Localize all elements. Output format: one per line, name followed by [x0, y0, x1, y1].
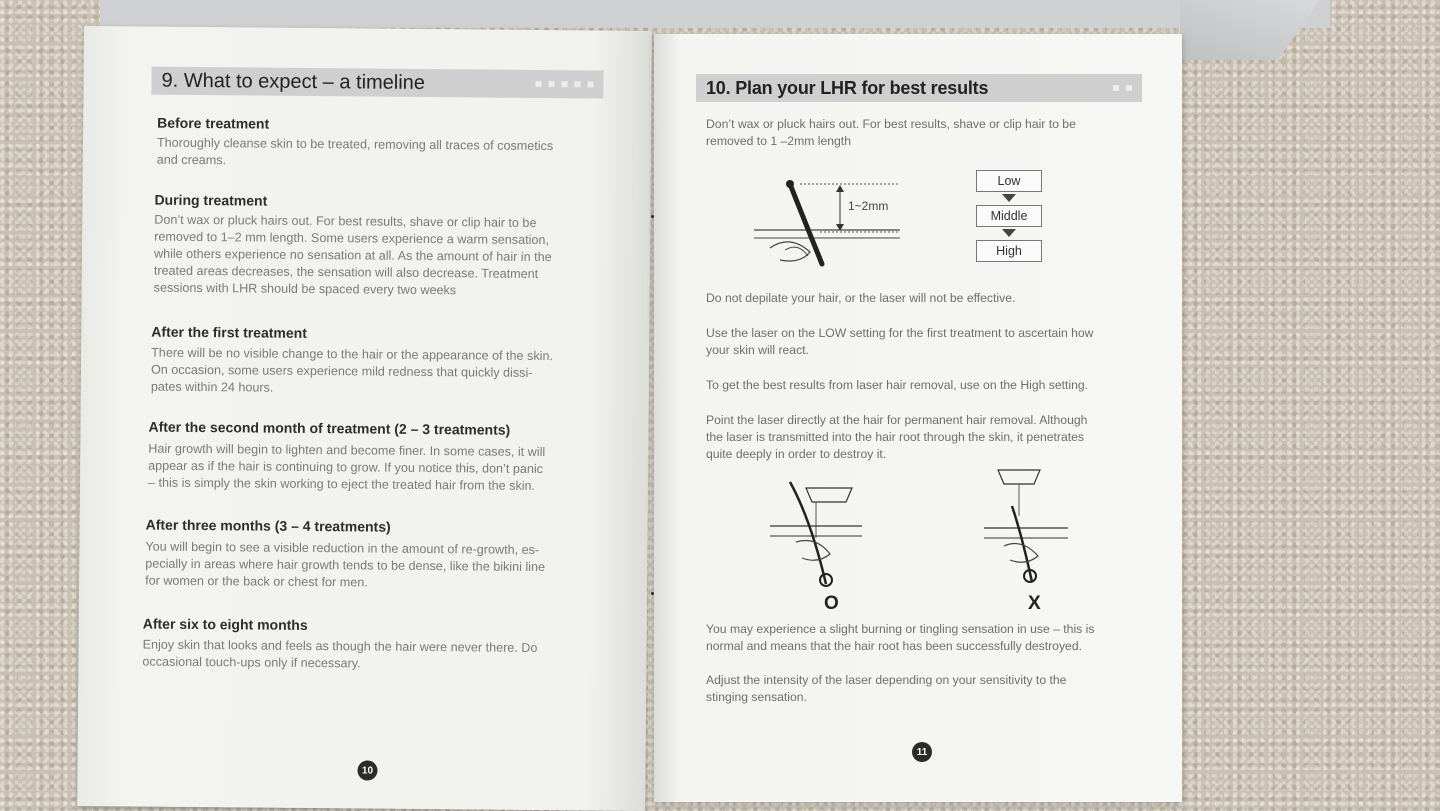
entry-text-first: There will be no visible change to the hair or the appearance of the skin. On occasion, some users experience mild redness that quickly dissi- pates within 24 hours.	[150, 345, 554, 395]
paragraph-tingling: You may experience a slight burning or tingling sensation in use – this is normal and means that the hair root has been successfully destroyed.	[706, 622, 1095, 653]
entry-heading-three-months: After three months (3 – 4 treatments)	[145, 516, 391, 535]
arrow-down-icon	[1002, 194, 1016, 202]
level-middle: Middle	[976, 205, 1042, 227]
hair-length-diagram	[750, 172, 910, 272]
entry-text-during: Don’t wax or pluck hairs out. For best results, shave or clip hair to be removed to 1–2 mm length. Some users experience a warm sensation, while others experience no sensation at all. As the amount of hair in the treated areas decreases, the sensation will also decrease. Treatment sessions with LHR should be spaced every two weeks	[153, 212, 552, 298]
left-page	[77, 26, 652, 811]
arrow-down-icon	[1002, 229, 1016, 237]
entry-text-three-months: You will begin to see a visible reduction in the amount of re-growth, es- pecially in areas where hair growth tends to be dense, like the bikini line for women or the back or chest for men.	[145, 539, 546, 590]
entry-text-second-month: Hair growth will begin to lighten and become finer. In some cases, it will appear as if the hair is continuing to grow. If you notice this, don’t panic – this is simply the skin working to eject the treated hair from the skin.	[147, 441, 546, 493]
right-section-title: 10. Plan your LHR for best results	[706, 77, 989, 98]
intro-text: Don’t wax or pluck hairs out. For best results, shave or clip hair to be removed to 1 –2mm length	[706, 117, 1076, 148]
wrong-mark: X	[1028, 593, 1041, 614]
paragraph-intensity: Adjust the intensity of the laser depending on your sensitivity to the stinging sensation.	[706, 673, 1067, 704]
hair-length-label: 1~2mm	[848, 199, 889, 213]
header-dots	[1113, 85, 1132, 91]
paragraph-point-laser: Point the laser directly at the hair for permanent hair removal. Although the laser is transmitted into the hair root through the skin, it penetrates quite deeply in order to destroy it.	[706, 413, 1088, 461]
paragraph-low-setting: Use the laser on the LOW setting for the first treatment to ascertain how your skin will react.	[706, 326, 1094, 357]
entry-heading-first: After the first treatment	[151, 323, 307, 341]
right-page	[654, 34, 1182, 802]
level-high: High	[976, 240, 1042, 262]
entry-heading-second-month: After the second month of treatment (2 – 3 treatments)	[148, 418, 511, 438]
entry-text-six-months: Enjoy skin that looks and feels as though the hair were never there. Do occasional touch-ups only if necessary.	[142, 637, 538, 671]
level-low: Low	[976, 170, 1042, 192]
right-section-header	[696, 74, 1142, 102]
background-box-corner	[1180, 0, 1320, 60]
left-section-header	[151, 67, 603, 99]
left-page-number: 10	[357, 760, 377, 780]
wrong-usage-diagram	[982, 466, 1082, 590]
paragraph-high-setting: To get the best results from laser hair removal, use on the High setting.	[706, 378, 1089, 392]
header-dots	[535, 81, 593, 88]
entry-heading-during: During treatment	[154, 191, 268, 209]
entry-heading-six-months: After six to eight months	[142, 615, 308, 633]
left-section-title: 9. What to expect – a timeline	[161, 69, 426, 94]
right-page-number: 11	[912, 742, 932, 762]
correct-usage-diagram	[766, 480, 866, 592]
entry-heading-before: Before treatment	[157, 114, 270, 132]
paragraph-depilate: Do not depilate your hair, or the laser will not be effective.	[706, 291, 1016, 305]
entry-text-before: Thoroughly cleanse skin to be treated, removing all traces of cosmetics and creams.	[156, 135, 554, 168]
correct-mark: O	[824, 593, 839, 614]
background-box	[100, 0, 1330, 28]
